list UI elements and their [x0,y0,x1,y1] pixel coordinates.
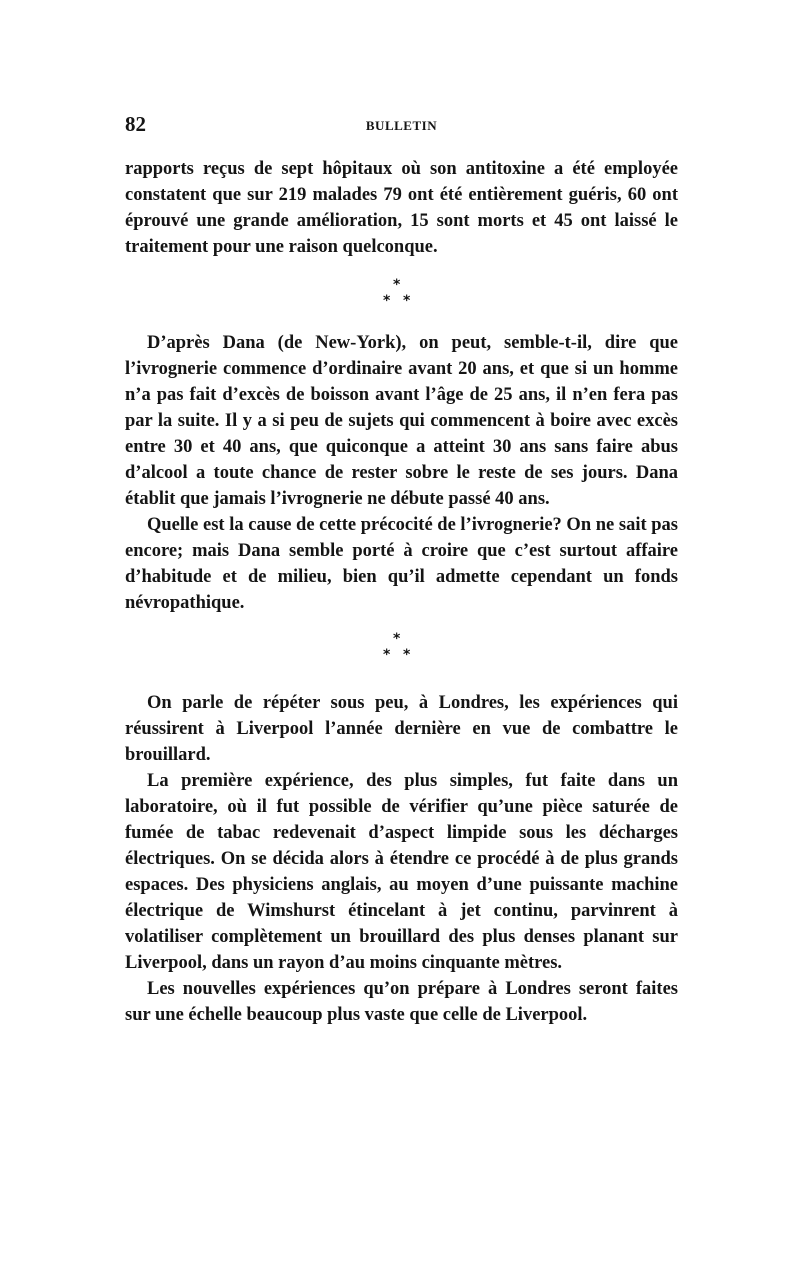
asterism-star: * [383,293,391,309]
section-separator [125,626,678,682]
asterism-star: * [403,647,411,663]
asterism-star: * [403,293,411,309]
paragraph-first-experiment: La première expérience, des plus simples, fut faite dans un laboratoire, où il fut possible de vérifier qu’une pièce saturée de fumée de tabac redevenait d’aspect limpide sous les décharges électriques. On se décida alors à étendre ce procédé à de plus grands espaces. Des physiciens anglais, au moyen d’une puissante machine électrique de Wimshurst étincelant à jet continu, parvinrent à volatiliser complètement un brouillard des plus denses planant sur Liverpool, dans un rayon d’au moins cinquante mètres. [125,771,678,973]
paragraph-london-fog: On parle de répéter sous peu, à Londres, les expériences qui réussirent à Liverpool l’année dernière en vue de combattre le brouillard. [125,693,678,765]
paragraph-new-experiments: Les nouvelles expériences qu’on prépare à Londres seront faites sur une échelle beaucoup plus vaste que celle de Liverpool. [125,979,678,1025]
section-separator [125,272,678,328]
paragraph-antitoxin-results: rapports reçus de sept hôpitaux où son antitoxine a été employée constatent que sur 219 malades 79 ont été entièrement guéris, 60 ont éprouvé une grande amélioration, 15 sont morts et 45 ont laissé le traitement pour une raison quelconque. [125,159,678,257]
asterism-star: * [383,647,391,663]
page-number: 82 [125,112,146,136]
running-head: BULLETIN [365,118,438,133]
paragraph-precocity-cause: Quelle est la cause de cette précocité de l’ivrognerie? On ne sait pas encore; mais Dana semble porté à croire que c’est surtout affaire d’habitude et de milieu, bien qu’il admette cependant un fonds névropathique. [125,515,678,613]
asterism-star: * [393,277,401,293]
asterism-star: * [393,631,401,647]
paragraph-dana-drunkenness: D’après Dana (de New-York), on peut, semble-t-il, dire que l’ivrognerie commence d’ordinaire avant 20 ans, et que si un homme n’a pas fait d’excès de boisson avant l’âge de 25 ans, il n’en fera pas par la suite. Il y a si peu de sujets qui commencent à boire avec excès entre 30 et 40 ans, que quiconque a atteint 30 ans sans faire abus d’alcool a toute chance de rester sobre le reste de ses jours. Dana établit que jamais l’ivrognerie ne débute passé 40 ans. [125,333,678,509]
page [125,112,678,1028]
page-header [125,112,678,140]
